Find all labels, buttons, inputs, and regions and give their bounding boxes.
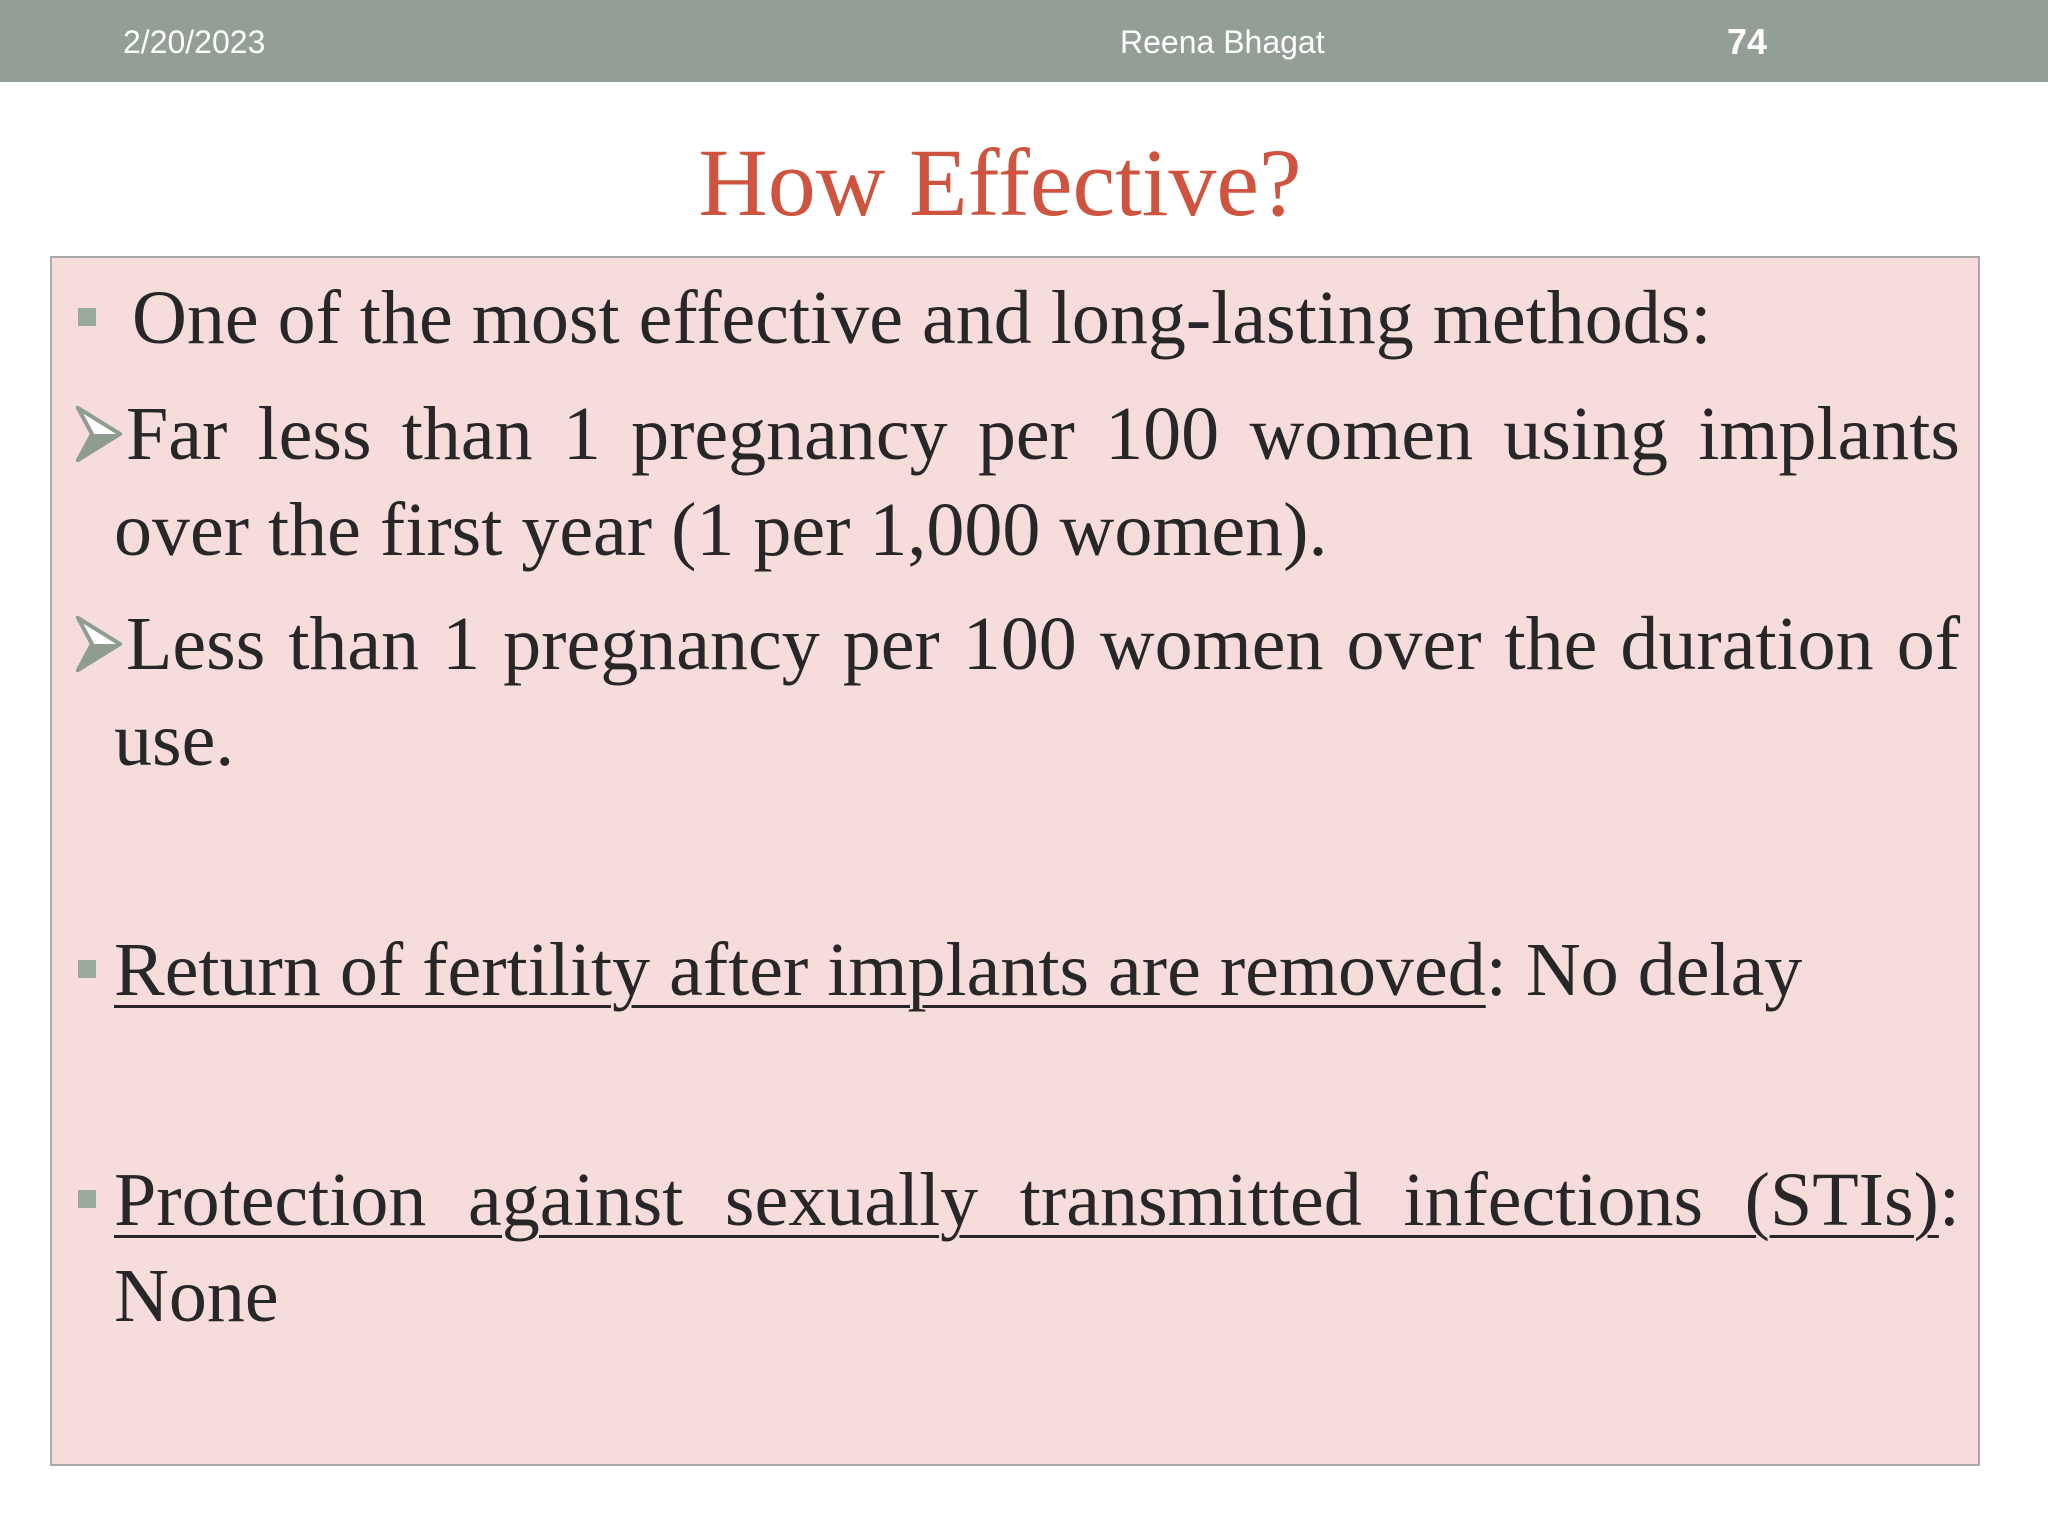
header-bar [0,0,2048,82]
square-bullet-icon [78,960,96,978]
sub-bullet-one-text [114,386,1960,578]
bullet-two-text [114,922,1960,1018]
bullet-one-text: One of the most effective and long-lasting methods: [132,276,1712,360]
square-bullet-icon [78,1190,96,1208]
slide-date: 2/20/2023 [123,24,266,60]
slide-author: Reena Bhagat [1120,24,1325,60]
slide-page-number: 74 [1727,21,1768,62]
sti-protection-value: : None [114,1158,1960,1338]
fertility-return-value: : No delay [1485,928,1803,1012]
bullet-three-text [114,1152,1960,1344]
square-bullet-icon [78,308,96,326]
slide-title: How Effective? [698,129,1302,236]
sub-bullet-two-text [114,596,1960,788]
sub-bullet-two-content: Less than 1 pregnancy per 100 women over the duration of use. [114,602,1960,782]
sti-protection-label: Protection against sexually transmitted infections (STIs) [114,1158,1939,1242]
fertility-return-label: Return of fertility after implants are removed [114,928,1486,1012]
sub-bullet-one-content: Far less than 1 pregnancy per 100 women using implants over the first year (1 per 1,000 women). [114,392,1960,572]
